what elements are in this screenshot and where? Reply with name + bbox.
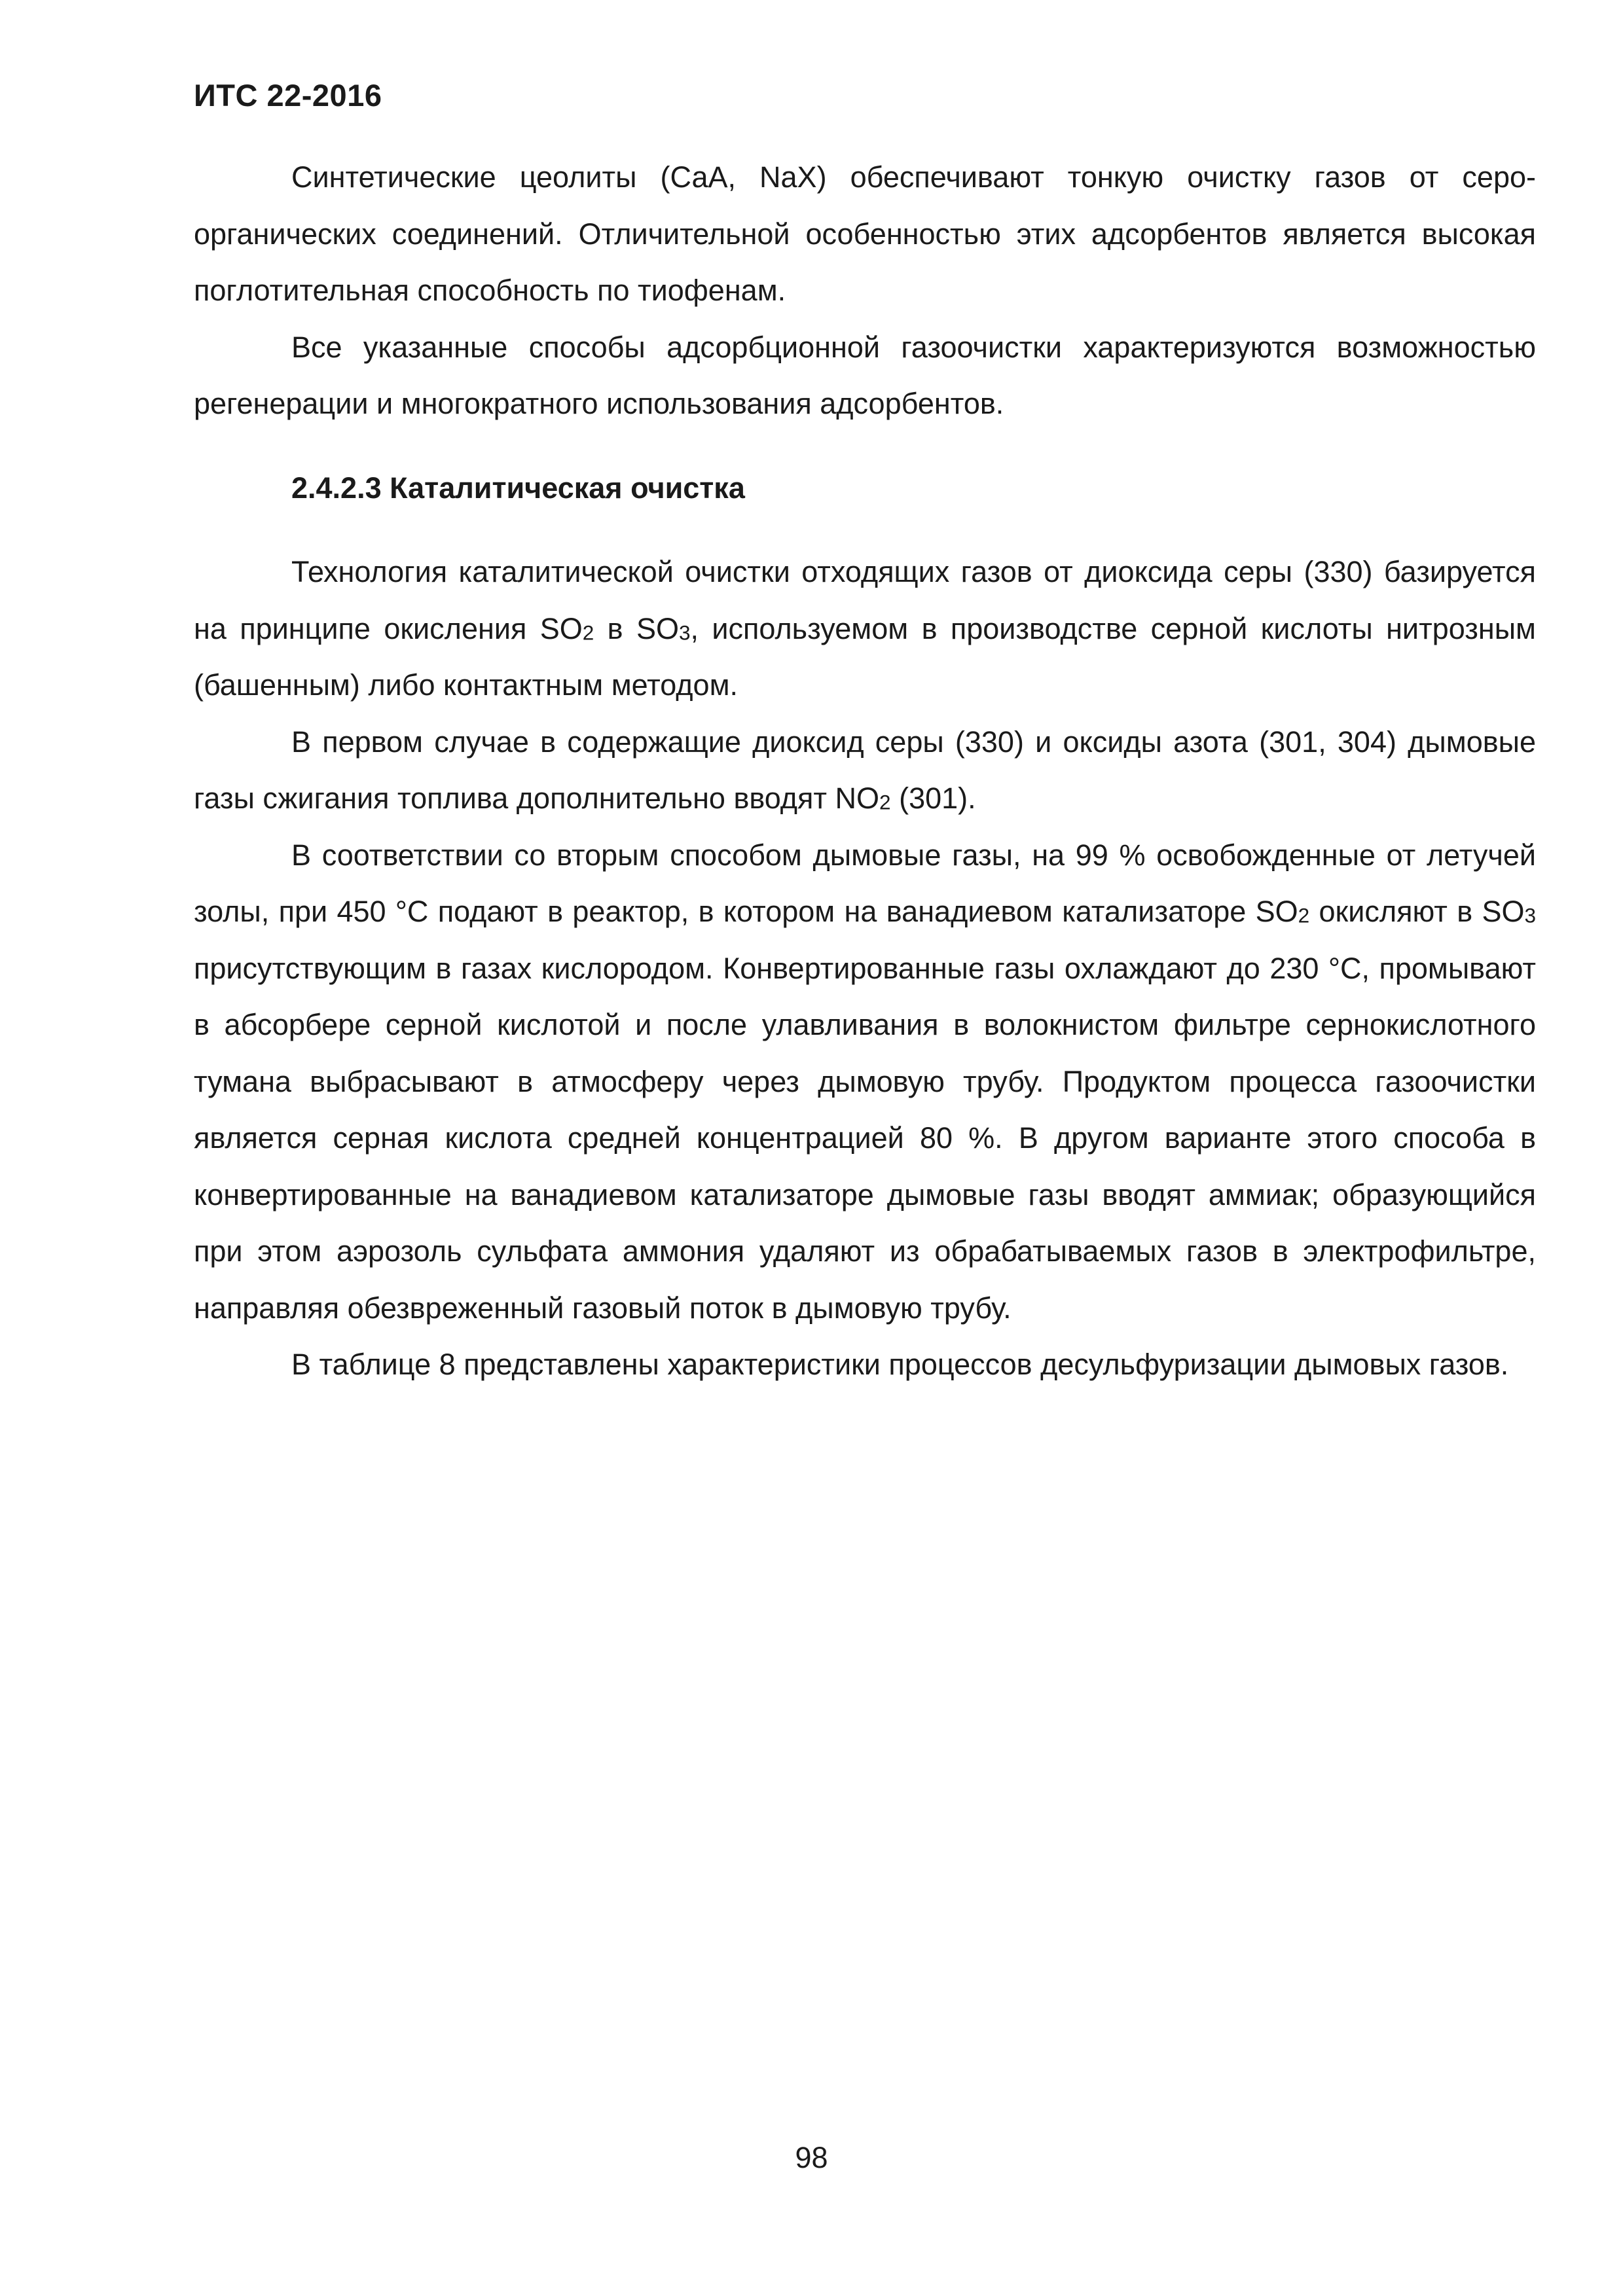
text-run: , используемом в производстве серной кислоты нитрозным (башенным) либо контактным методом. — [194, 611, 1536, 702]
page-content — [194, 149, 1536, 1393]
paragraph-second-method — [194, 827, 1536, 1337]
paragraph-zeolites: Синтетические цеолиты (СаА, NaX) обеспечивают тонкую очистку газов от сероорганических соединений. Отличительной особенностью этих адсорбентов является высокая поглотительная способность по тиофенам. — [194, 160, 1536, 307]
paragraph-table-reference: В таблице 8 представлены характеристики процессов десульфуризации дымовых газов. — [291, 1348, 1509, 1381]
text-run: (301). — [890, 781, 976, 815]
text-run: в SO — [594, 611, 679, 645]
subscript: 2 — [1298, 903, 1310, 927]
document-code-header: ИТС 22-2016 — [194, 78, 382, 113]
text-run: Технология каталитической очистки отходящих газов от диоксида серы (330) базируется на принципе окисления SO — [194, 555, 1536, 645]
subscript: 3 — [1524, 903, 1536, 927]
text-run: окисляют в SO — [1309, 895, 1525, 928]
paragraph-regeneration: Все указанные способы адсорбционной газоочистки характеризуются возможностью регенерации и многократного использования адсорбентов. — [194, 330, 1536, 420]
text-run: В первом случае в содержащие диоксид серы (330) и оксиды азота (301, 304) дымовые газы сжигания топлива дополнительно вводят NO — [194, 725, 1536, 815]
subscript: 2 — [879, 790, 891, 814]
section-heading: 2.4.2.3 Каталитическая очистка — [291, 471, 745, 505]
subscript: 3 — [678, 620, 691, 645]
subscript: 2 — [582, 620, 594, 645]
paragraph-first-case — [194, 714, 1536, 827]
page-number: 98 — [795, 2141, 828, 2174]
text-run: В соответствии со вторым способом дымовые газы, на 99 % освобожденные от летучей золы, при 450 °С подают в реактор, в котором на ванадиевом катализаторе SO — [194, 838, 1536, 928]
text-run: присутствующим в газах кислородом. Конвертированные газы охлаждают до 230 °С, промывают в абсорбере серной кислотой и после улавливания в волокнистом фильтре сернокислотного тумана выбрасывают в атмосферу через дымовую трубу. Продуктом процесса газоочистки является серная кислота средней концентрацией 80 %. В другом варианте этого способа в конвертированные на ванадиевом катализаторе дымовые газы вводят аммиак; образующийся при этом аэрозоль сульфата аммония удаляют из обрабатываемых газов в электрофильтре, направляя обезвреженный газовый поток в дымовую трубу. — [194, 951, 1536, 1325]
paragraph-catalytic-technology — [194, 544, 1536, 714]
